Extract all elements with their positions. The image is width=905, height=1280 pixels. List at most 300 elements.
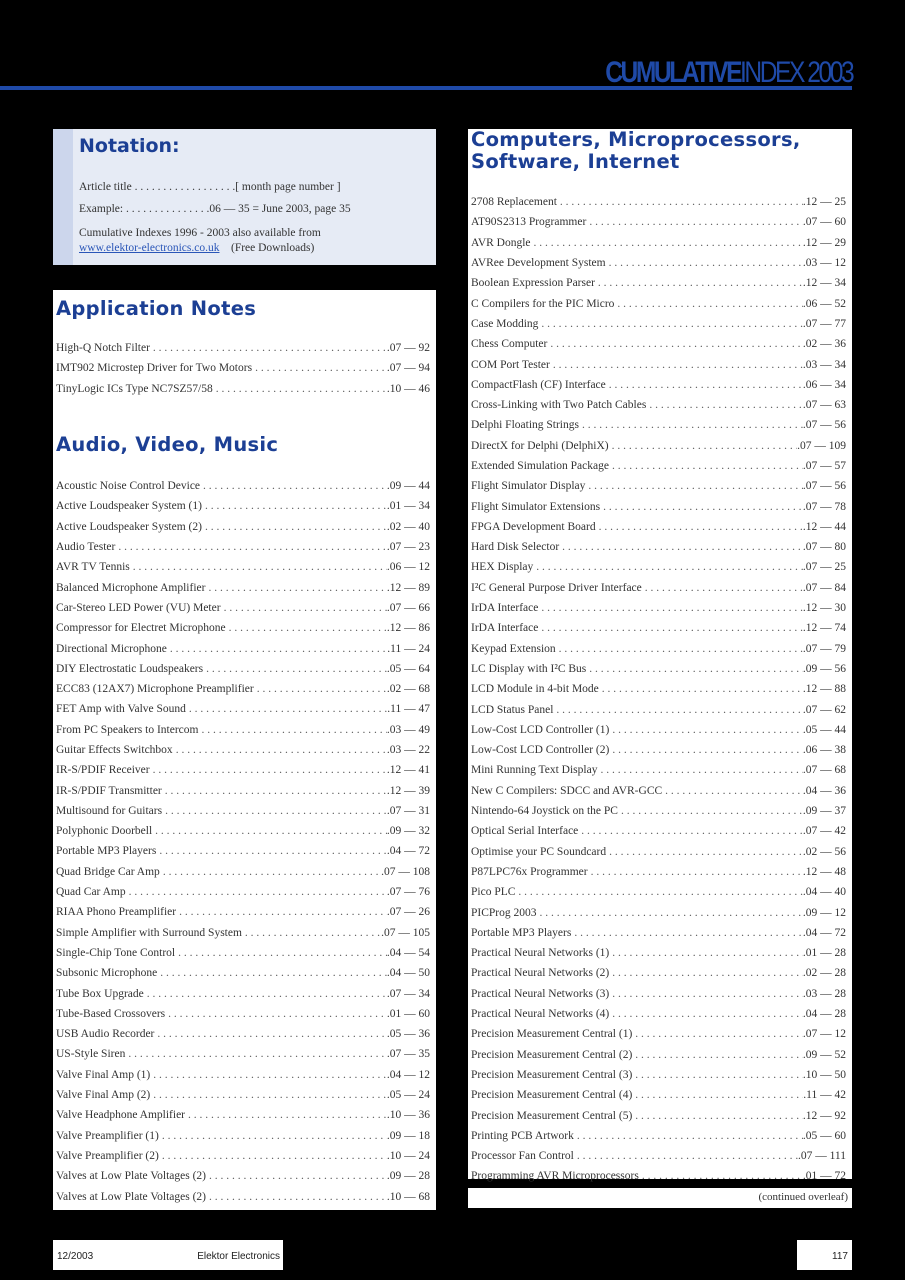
entry-page: .12 — 48: [802, 865, 846, 878]
entry-page: .01 — 28: [802, 947, 846, 960]
entry-title: USB Audio Recorder: [56, 1028, 155, 1041]
entry-page: .04 — 72: [386, 845, 430, 858]
entry-page: .07 — 23: [386, 541, 430, 554]
index-entry: [471, 456, 846, 476]
left-column: [53, 290, 436, 1210]
audio-video-music-list: [56, 476, 430, 1207]
dot-leader: [179, 906, 387, 918]
index-entry: [471, 212, 846, 232]
index-entry: [56, 1105, 430, 1125]
index-entry: [471, 618, 846, 638]
index-entry: [56, 1166, 430, 1186]
entry-title: Precision Measurement Central (2): [471, 1048, 633, 1061]
continued-note: (continued overleaf): [758, 1191, 848, 1203]
dot-leader: [603, 501, 803, 513]
entry-title: 2708 Replacement: [471, 196, 557, 209]
entry-title: Optical Serial Interface: [471, 825, 579, 838]
entry-title: Case Modding: [471, 317, 539, 330]
index-entry: [56, 841, 430, 861]
dot-leader: [153, 1089, 387, 1101]
entry-title: Processor Fan Control: [471, 1150, 574, 1163]
dot-leader: [612, 440, 797, 452]
entry-title: Programming AVR Microprocessors: [471, 1170, 639, 1183]
dot-leader: [553, 359, 803, 371]
dot-leader: [159, 845, 387, 857]
entry-title: Practical Neural Networks (1): [471, 947, 610, 960]
entry-title: Flight Simulator Display: [471, 480, 586, 493]
index-entry: [471, 334, 846, 354]
entry-title: HEX Display: [471, 561, 534, 574]
entry-page: .12 — 29: [802, 236, 846, 249]
entry-title: New C Compilers: SDCC and AVR-GCC: [471, 784, 663, 797]
index-entry: [471, 943, 846, 963]
index-entry: [471, 395, 846, 415]
dot-leader: [617, 298, 802, 310]
index-entry: [471, 1004, 846, 1024]
index-entry: [56, 1004, 430, 1024]
index-entry: [56, 699, 430, 719]
dot-leader: [665, 785, 803, 797]
index-entry: [56, 1024, 430, 1044]
index-entry: [471, 273, 846, 293]
entry-page: .12 — 25: [802, 196, 846, 209]
entry-page: .07 — 80: [802, 541, 846, 554]
entry-page: .10 — 36: [386, 1109, 430, 1122]
dot-leader: [133, 561, 387, 573]
elektor-website-link[interactable]: www.elektor-electronics.co.uk: [79, 242, 220, 254]
index-entry: [471, 537, 846, 557]
dot-leader: [165, 785, 387, 797]
computers-list: [471, 192, 846, 1187]
entry-title: P87LPC76x Programmer: [471, 865, 588, 878]
entry-title: IrDA Interface: [471, 622, 539, 635]
entry-page: .07 — 63: [802, 399, 846, 412]
index-entry: [471, 862, 846, 882]
entry-page: .05 — 36: [386, 1028, 430, 1041]
index-entry: [471, 842, 846, 862]
entry-title: Valve Preamplifier (2): [56, 1149, 159, 1162]
entry-title: CompactFlash (CF) Interface: [471, 378, 606, 391]
entry-page: .01 — 60: [386, 1007, 430, 1020]
dot-leader: [550, 338, 803, 350]
index-entry: [471, 1085, 846, 1105]
dot-leader: [163, 866, 381, 878]
dot-leader: [245, 927, 381, 939]
header-title-rest: INDEX 2003: [739, 56, 852, 89]
entry-title: High-Q Notch Filter: [56, 342, 150, 355]
entry-title: Nintendo-64 Joystick on the PC: [471, 805, 618, 818]
entry-title: Valves at Low Plate Voltages (2): [56, 1190, 207, 1203]
dot-leader: [612, 460, 803, 472]
entry-page: .07 — 26: [386, 906, 430, 919]
index-entry: [56, 983, 430, 1003]
dot-leader: [609, 257, 803, 269]
entry-page: .02 — 56: [802, 845, 846, 858]
entry-title: Flight Simulator Extensions: [471, 500, 601, 513]
dot-leader: [649, 399, 803, 411]
entry-page: .03 — 34: [802, 358, 846, 371]
dot-leader: [600, 764, 802, 776]
index-entry: [471, 1126, 846, 1146]
entry-title: Low-Cost LCD Controller (2): [471, 744, 610, 757]
index-entry: [471, 1065, 846, 1085]
index-entry: [56, 537, 430, 557]
section-heading-audio-video-music: Audio, Video, Music: [56, 433, 279, 456]
dot-leader: [560, 196, 803, 208]
dot-leader: [642, 1170, 803, 1182]
index-entry: [56, 943, 430, 963]
entry-page: .07 — 66: [386, 601, 430, 614]
entry-page: .04 — 28: [802, 1008, 846, 1021]
entry-title: TinyLogic ICs Type NC7SZ57/58: [56, 382, 213, 395]
index-entry: [471, 882, 846, 902]
entry-title: Practical Neural Networks (4): [471, 1008, 610, 1021]
dot-leader: [201, 724, 386, 736]
entry-title: PICProg 2003: [471, 906, 537, 919]
entry-title: Guitar Effects Switchbox: [56, 744, 173, 756]
index-entry: [56, 720, 430, 740]
dot-leader: [612, 988, 803, 1000]
entry-title: Multisound for Guitars: [56, 804, 163, 817]
entry-title: Precision Measurement Central (3): [471, 1068, 633, 1081]
entry-title: Low-Cost LCD Controller (1): [471, 723, 610, 736]
entry-page: .05 — 64: [386, 662, 430, 675]
entry-title: Valve Final Amp (1): [56, 1068, 151, 1081]
index-entry: [56, 882, 430, 902]
notation-cumulative: Cumulative Indexes 1996 - 2003 also available from: [79, 227, 321, 239]
dot-leader: [170, 643, 387, 655]
entry-page: .07 — 56: [802, 480, 846, 493]
entry-page: .12 — 41: [386, 764, 430, 777]
entry-title: LCD Module in 4-bit Mode: [471, 683, 599, 696]
entry-page: .03 — 12: [802, 257, 846, 270]
index-entry: [56, 1186, 430, 1206]
dot-leader: [635, 1049, 803, 1061]
dot-leader: [541, 602, 803, 614]
index-entry: [56, 1065, 430, 1085]
entry-page: .07 — 34: [386, 987, 430, 1000]
entry-page: .10 — 46: [386, 382, 430, 395]
dot-leader: [612, 947, 803, 959]
entry-page: .06 — 34: [802, 378, 846, 391]
dot-leader: [536, 561, 803, 573]
dot-leader: [208, 582, 386, 594]
index-entry: [471, 923, 846, 943]
footer-issue: 12/2003: [57, 1251, 94, 1262]
index-entry: [471, 720, 846, 740]
entry-title: DIY Electrostatic Loudspeakers: [56, 662, 204, 675]
entry-title: I²C General Purpose Driver Interface: [471, 581, 642, 594]
entry-title: Printing PCB Artwork: [471, 1129, 574, 1142]
dot-leader: [541, 622, 803, 634]
dot-leader: [588, 480, 803, 492]
dot-leader: [635, 1110, 803, 1122]
entry-page: .09 — 44: [386, 480, 430, 493]
entry-page: .07 — 78: [802, 500, 846, 513]
entry-title: Portable MP3 Players: [56, 845, 157, 858]
entry-page: .07 — 94: [386, 362, 430, 375]
index-entry: [56, 1126, 430, 1146]
dot-leader: [224, 602, 387, 614]
index-entry: [471, 233, 846, 253]
entry-page: .07 — 42: [802, 825, 846, 838]
entry-page: .06 — 38: [802, 744, 846, 757]
entry-page: .09 — 28: [386, 1170, 430, 1183]
entry-title: Acoustic Noise Control Device: [56, 480, 201, 493]
dot-leader: [205, 500, 387, 512]
entry-title: IR-S/PDIF Receiver: [56, 764, 150, 777]
entry-page: .11 — 47: [387, 703, 430, 716]
index-entry: [471, 598, 846, 618]
entry-title: Precision Measurement Central (5): [471, 1109, 633, 1122]
index-entry: [471, 415, 846, 435]
entry-title: Single-Chip Tone Control: [56, 946, 176, 959]
entry-title: Valve Headphone Amplifier: [56, 1109, 186, 1122]
entry-page: .01 — 34: [386, 500, 430, 513]
entry-title: AT90S2313 Programmer: [471, 216, 587, 229]
entry-page: .12 — 74: [802, 622, 846, 635]
dot-leader: [582, 419, 803, 431]
dot-leader: [255, 362, 387, 374]
dot-leader: [118, 541, 387, 553]
dot-leader: [206, 663, 387, 675]
entry-title: Precision Measurement Central (1): [471, 1028, 633, 1041]
entry-title: LC Display with I²C Bus: [471, 662, 587, 675]
index-entry: [471, 578, 846, 598]
dot-leader: [598, 277, 803, 289]
entry-title: Quad Car Amp: [56, 886, 126, 899]
entry-title: Hard Disk Selector: [471, 541, 560, 554]
index-entry: [56, 338, 430, 358]
index-entry: [471, 963, 846, 983]
index-entry: [56, 618, 430, 638]
entry-title: Extended Simulation Package: [471, 460, 609, 472]
entry-page: .12 — 92: [802, 1109, 846, 1122]
index-entry: [471, 375, 846, 395]
dot-leader: [209, 1191, 387, 1203]
entry-page: .05 — 60: [802, 1129, 846, 1142]
dot-leader: [160, 967, 387, 979]
entry-title: Precision Measurement Central (4): [471, 1089, 633, 1102]
entry-title: Audio Tester: [56, 541, 116, 554]
entry-title: C Compilers for the PIC Micro: [471, 297, 615, 310]
entry-title: Directional Microphone: [56, 642, 167, 655]
entry-title: Compressor for Electret Microphone: [56, 622, 226, 635]
index-entry: [56, 476, 430, 496]
index-entry: [471, 639, 846, 659]
dot-leader: [128, 1048, 387, 1060]
entry-title: Balanced Microphone Amplifier: [56, 581, 206, 594]
notation-box: [53, 129, 436, 265]
entry-title: DirectX for Delphi (DelphiX): [471, 439, 609, 452]
entry-page: .10 — 68: [386, 1190, 430, 1203]
dot-leader: [157, 1028, 386, 1040]
entry-page: .07 — 77: [802, 317, 846, 330]
index-entry: [471, 740, 846, 760]
dot-leader: [645, 582, 803, 594]
index-entry: [56, 1085, 430, 1105]
entry-title: Boolean Expression Parser: [471, 277, 595, 290]
dot-leader: [189, 703, 387, 715]
dot-leader: [599, 521, 803, 533]
notation-link-suffix: (Free Downloads): [230, 242, 315, 254]
entry-page: .10 — 50: [802, 1068, 846, 1081]
entry-page: .07 — 12: [802, 1028, 846, 1041]
index-entry: [471, 293, 846, 313]
index-entry: [471, 781, 846, 801]
entry-title: COM Port Tester: [471, 358, 550, 371]
entry-title: Practical Neural Networks (3): [471, 987, 610, 1000]
entry-page: .09 — 52: [802, 1048, 846, 1061]
index-entry: [56, 379, 430, 399]
dot-leader: [609, 846, 803, 858]
footer-page-number: 117: [832, 1251, 848, 1262]
dot-leader: [621, 805, 803, 817]
dot-leader: [229, 622, 387, 634]
index-entry: [471, 253, 846, 273]
entry-page: .04 — 40: [802, 886, 846, 899]
entry-page: .07 — 105: [381, 926, 430, 939]
entry-title: Tube-Based Crossovers: [56, 1007, 166, 1020]
index-entry: [471, 314, 846, 334]
index-entry: [56, 963, 430, 983]
index-entry: [56, 638, 430, 658]
entry-page: .11 — 42: [803, 1089, 846, 1102]
entry-page: .04 — 12: [386, 1068, 430, 1081]
entry-page: .03 — 22: [386, 744, 430, 756]
entry-page: .07 — 68: [802, 764, 846, 777]
dot-leader: [612, 1008, 803, 1020]
entry-title: AVR Dongle: [471, 236, 531, 249]
header-title-bold: CUMULATIVE: [605, 56, 740, 89]
entry-page: .07 — 25: [802, 561, 846, 574]
dot-leader: [155, 825, 387, 837]
index-entry: [56, 801, 430, 821]
entry-title: Valves at Low Plate Voltages (2): [56, 1170, 207, 1183]
entry-page: .03 — 49: [386, 723, 430, 736]
entry-page: .02 — 28: [802, 967, 846, 980]
entry-page: .09 — 32: [386, 825, 430, 838]
entry-page: .06 — 52: [802, 297, 846, 310]
entry-title: Quad Bridge Car Amp: [56, 865, 160, 878]
dot-leader: [162, 1130, 387, 1142]
entry-title: Subsonic Microphone: [56, 967, 158, 980]
index-entry: [471, 1166, 846, 1186]
entry-page: .07 — 56: [802, 419, 846, 432]
dot-leader: [556, 704, 802, 716]
notation-link-line: [79, 242, 314, 254]
dot-leader: [205, 521, 387, 533]
dot-leader: [188, 1109, 387, 1121]
index-entry: [471, 1044, 846, 1064]
entry-page: .07 — 62: [802, 703, 846, 716]
entry-page: .09 — 56: [802, 662, 846, 675]
entry-page: .06 — 12: [386, 561, 430, 574]
entry-title: IR-S/PDIF Transmitter: [56, 784, 162, 797]
dot-leader: [178, 947, 387, 959]
dot-leader: [540, 907, 803, 919]
dot-leader: [216, 383, 387, 395]
index-entry: [56, 557, 430, 577]
dot-leader: [518, 886, 802, 898]
notation-format: Article title . . . . . . . . . . . . . . . . . .[ month page number ]: [79, 181, 341, 193]
dot-leader: [581, 825, 803, 837]
entry-page: .09 — 18: [386, 1129, 430, 1142]
entry-title: Simple Amplifier with Surround System: [56, 926, 242, 939]
entry-page: .12 — 88: [802, 683, 846, 696]
entry-title: FPGA Development Board: [471, 520, 596, 533]
footer-right: [797, 1240, 852, 1270]
dot-leader: [612, 744, 803, 756]
entry-page: .12 — 89: [386, 581, 430, 594]
entry-page: .02 — 68: [386, 683, 430, 696]
index-entry: [471, 659, 846, 679]
dot-leader: [129, 886, 387, 898]
entry-page: .07 — 57: [802, 460, 846, 472]
entry-page: .07 — 84: [802, 581, 846, 594]
entry-page: .07 — 31: [386, 804, 430, 817]
index-entry: [471, 496, 846, 516]
entry-title: Car-Stereo LED Power (VU) Meter: [56, 601, 221, 614]
entry-page: .11 — 24: [387, 642, 430, 655]
entry-title: Portable MP3 Players: [471, 926, 572, 939]
entry-page: .04 — 36: [802, 784, 846, 797]
index-entry: [56, 598, 430, 618]
entry-page: .07 — 79: [802, 642, 846, 655]
entry-page: .07 — 92: [386, 342, 430, 355]
index-entry: [56, 358, 430, 378]
dot-leader: [635, 1028, 803, 1040]
dot-leader: [559, 643, 803, 655]
entry-title: AVR TV Tennis: [56, 561, 130, 574]
section-heading-computers-line1: Computers, Microprocessors,: [471, 128, 801, 151]
entry-page: .09 — 37: [802, 805, 846, 818]
section-heading-application-notes: Application Notes: [56, 297, 257, 320]
index-entry: [471, 1146, 846, 1166]
entry-title: Valve Preamplifier (1): [56, 1129, 159, 1142]
dot-leader: [591, 866, 803, 878]
dot-leader: [635, 1089, 803, 1101]
index-entry: [471, 557, 846, 577]
dot-leader: [577, 1150, 798, 1162]
dot-leader: [147, 988, 387, 1000]
dot-leader: [176, 744, 387, 756]
dot-leader: [153, 342, 387, 354]
dot-leader: [612, 724, 803, 736]
entry-title: Optimise your PC Soundcard: [471, 845, 607, 858]
entry-title: From PC Speakers to Intercom: [56, 723, 199, 736]
dot-leader: [602, 683, 803, 695]
index-entry: [471, 821, 846, 841]
index-entry: [56, 923, 430, 943]
index-entry: [56, 862, 430, 882]
index-entry: [56, 780, 430, 800]
index-entry: [56, 902, 430, 922]
entry-page: .01 — 72: [802, 1170, 846, 1183]
entry-page: .07 — 60: [802, 216, 846, 229]
dot-leader: [609, 379, 803, 391]
entry-page: .03 — 28: [802, 987, 846, 1000]
dot-leader: [203, 480, 387, 492]
entry-title: Cross-Linking with Two Patch Cables: [471, 399, 647, 412]
entry-page: .12 — 44: [802, 520, 846, 533]
index-entry: [56, 821, 430, 841]
notation-example: Example: . . . . . . . . . . . . . . .06 — 35 = June 2003, page 35: [79, 203, 351, 215]
index-entry: [471, 354, 846, 374]
dot-leader: [589, 663, 803, 675]
entry-page: .07 — 111: [797, 1150, 846, 1163]
dot-leader: [534, 237, 803, 249]
